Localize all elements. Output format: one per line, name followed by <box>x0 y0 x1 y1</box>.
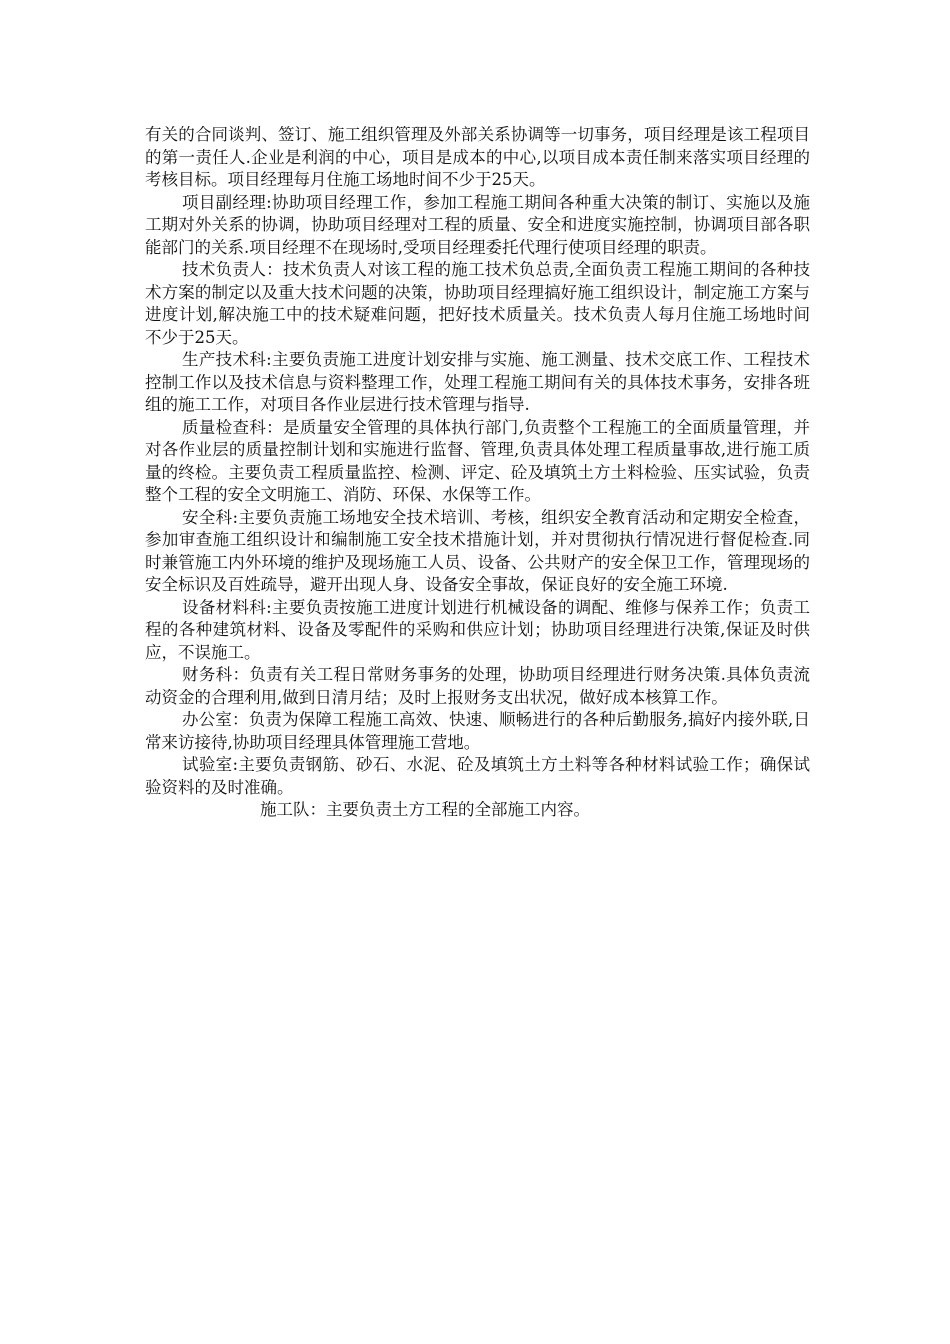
paragraph-quality-inspection-dept: 质量检查科：是质量安全管理的具体执行部门,负责整个工程施工的全面质量管理，并对各作业层的质量控制计划和实施进行监督、管理,负责具体处理工程质量事故,进行施工质量的终检。主要负责工程质量监控、检测、评定、砼及填筑土方土料检验、压实试验，负责整个工程的安全文明施工、消防、环保、水保等工作。 <box>145 417 810 504</box>
paragraph-equipment-materials-dept: 设备材料科:主要负责按施工进度计划进行机械设备的调配、维修与保养工作；负责工程的各种建筑材料、设备及零配件的采购和供应计划；协助项目经理进行决策,保证及时供应，不误施工。 <box>145 597 810 662</box>
paragraph-office: 办公室：负责为保障工程施工高效、快速、顺畅进行的各种后勤服务,搞好内接外联,日常来访接待,协助项目经理具体管理施工营地。 <box>145 710 810 752</box>
document-body <box>145 124 810 822</box>
paragraph-construction-team: 施工队：主要负责土方工程的全部施工内容。 <box>260 800 590 819</box>
paragraph-deputy-manager: 项目副经理:协助项目经理工作，参加工程施工期间各种重大决策的制订、实施以及施工期对外关系的协调，协助项目经理对工程的质量、安全和进度实施控制，协调项目部各职能部门的关系.项目经理不在现场时,受项目经理委托代理行使项目经理的职责。 <box>145 192 810 257</box>
paragraph-technical-lead: 技术负责人：技术负责人对该工程的施工技术负总责,全面负责工程施工期间的各种技术方案的制定以及重大技术问题的决策，协助项目经理搞好施工组织设计，制定施工方案与进度计划,解决施工中的技术疑难问题，把好技术质量关。技术负责人每月住施工场地时间不少于25天。 <box>145 260 810 347</box>
paragraph-finance-dept: 财务科：负责有关工程日常财务事务的处理，协助项目经理进行财务决策.具体负责流动资金的合理利用,做到日清月结；及时上报财务支出状况，做好成本核算工作。 <box>145 665 810 707</box>
paragraph-laboratory: 试验室:主要负责钢筋、砂石、水泥、砼及填筑土方土料等各种材料试验工作；确保试验资料的及时准确。 <box>145 755 810 797</box>
paragraph-production-tech-dept: 生产技术科:主要负责施工进度计划安排与实施、施工测量、技术交底工作、工程技术控制工作以及技术信息与资料整理工作，处理工程施工期间有关的具体技术事务，安排各班组的施工工作，对项目各作业层进行技术管理与指导. <box>145 350 810 414</box>
paragraph-safety-dept: 安全科:主要负责施工场地安全技术培训、考核，组织安全教育活动和定期安全检查，参加审查施工组织设计和编制施工安全技术措施计划，并对贯彻执行情况进行督促检查.同时兼管施工内外环境的维护及现场施工人员、设备、公共财产的安全保卫工作，管理现场的安全标识及百姓疏导，避开出现人身、设备安全事故，保证良好的安全施工环境. <box>145 507 810 594</box>
paragraph-project-manager-continued: 有关的合同谈判、签订、施工组织管理及外部关系协调等一切事务，项目经理是该工程项目的第一责任人.企业是利润的中心，项目是成本的中心,以项目成本责任制来落实项目经理的考核目标。项目经理每月住施工场地时间不少于25天。 <box>145 125 810 189</box>
